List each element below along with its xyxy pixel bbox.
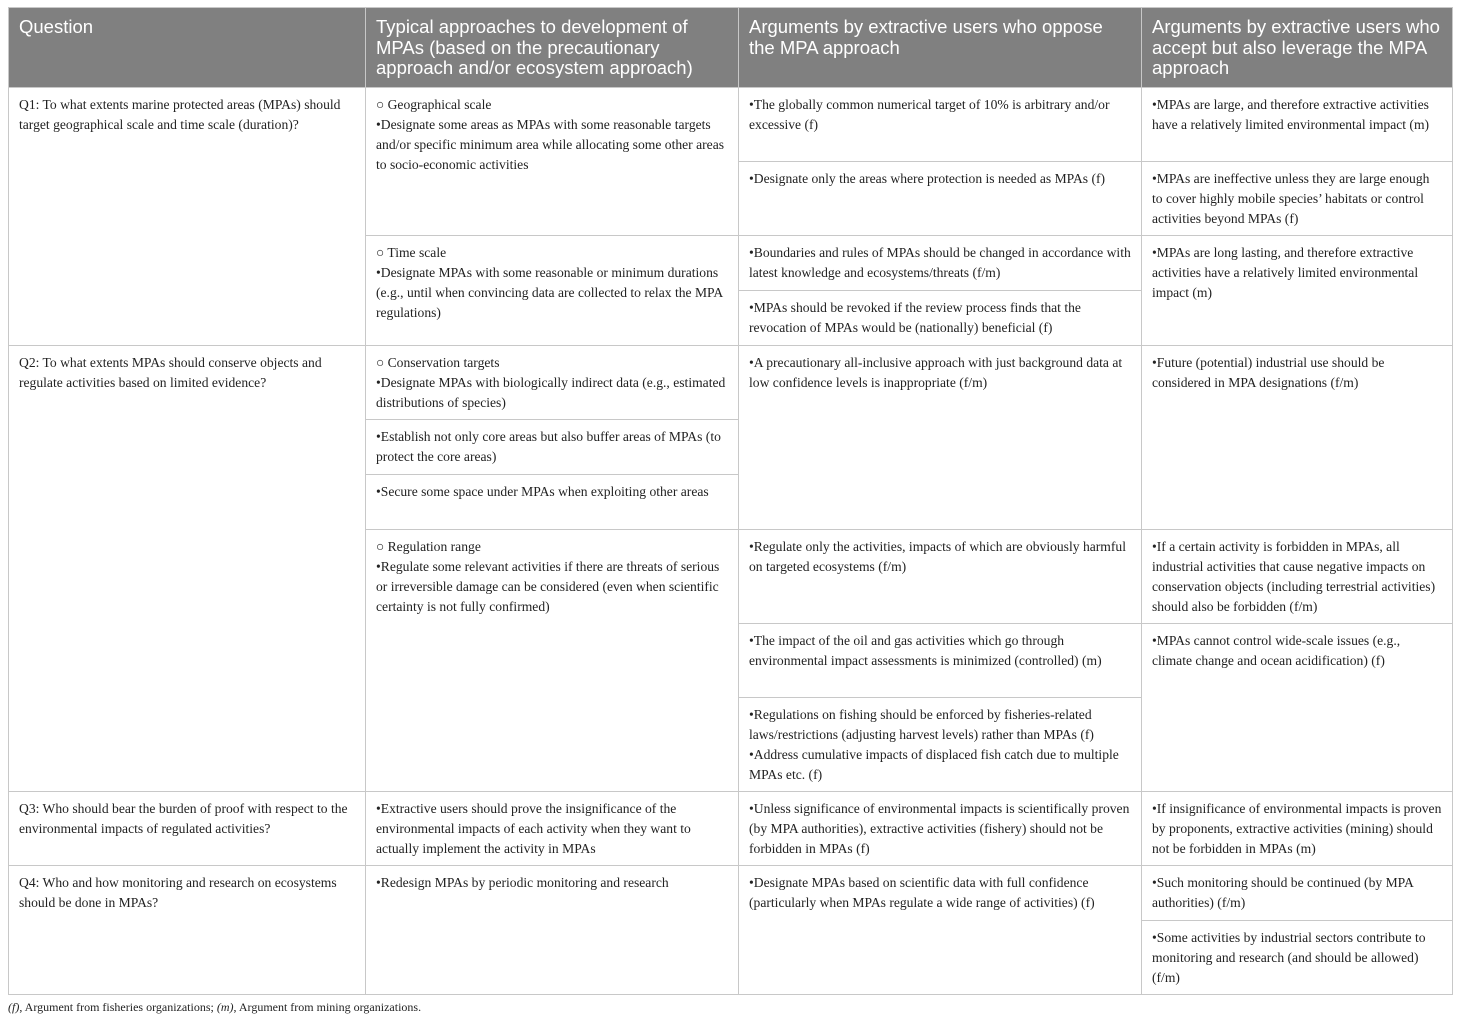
oppose-cell	[739, 162, 1142, 236]
accept-text: •MPAs are long lasting, and therefore extractive activities have a relatively limited environmental impact (m)	[1152, 245, 1419, 300]
oppose-cell	[739, 624, 1142, 698]
accept-text: •MPAs are ineffective unless they are large enough to cover highly mobile species’ habitats or control activities beyond MPAs (f)	[1152, 171, 1430, 226]
oppose-text: •The impact of the oil and gas activities which go through environmental impact assessments is minimized (controlled) (m)	[749, 633, 1102, 668]
approach-cell-regulation	[366, 530, 739, 792]
question-q2: Q2: To what extents MPAs should conserve objects and regulate activities based on limited evidence?	[19, 355, 322, 390]
oppose-text: •Designate only the areas where protection is needed as MPAs (f)	[749, 171, 1106, 186]
accept-text: •If a certain activity is forbidden in MPAs, all industrial activities that cause negative impacts on conservation objects (including terrestrial activities) should also be forbidden (f/m)	[1152, 539, 1436, 614]
accept-cell	[1142, 624, 1453, 792]
accept-cell	[1142, 346, 1453, 530]
table-row	[9, 346, 1453, 420]
approach-text-geographical: •Designate some areas as MPAs with some reasonable targets and/or specific minimum area while allocating some other areas to socio-economic activities	[376, 117, 725, 172]
question-cell-q3	[9, 792, 366, 866]
approach-text-time-scale: •Designate MPAs with some reasonable or minimum durations (e.g., until when convincing data are collected to relax the MPA regulations)	[376, 265, 723, 320]
oppose-text: •A precautionary all-inclusive approach with just background data at low confidence levels is inappropriate (f/m)	[749, 355, 1123, 390]
oppose-text: •Regulations on fishing should be enforced by fisheries-related laws/restrictions (adjusting harvest levels) rather than MPAs (f)	[749, 707, 1094, 742]
question-q4: Q4: Who and how monitoring and research on ecosystems should be done in MPAs?	[19, 875, 337, 910]
approach-text-buffer: •Establish not only core areas but also buffer areas of MPAs (to protect the core areas)	[376, 429, 721, 464]
accept-text: •If insignificance of environmental impacts is proven by proponents, extractive activities (mining) should not be forbidden in MPAs (m)	[1152, 801, 1442, 856]
table-row	[9, 866, 1453, 921]
oppose-cell	[739, 346, 1142, 530]
approach-cell-secure	[366, 475, 739, 530]
table-container	[8, 7, 1452, 995]
approach-cell-time-scale	[366, 236, 739, 346]
approach-cell-conservation	[366, 346, 739, 420]
oppose-text: •Regulate only the activities, impacts of which are obviously harmful on targeted ecosystems (f/m)	[749, 539, 1126, 574]
question-q1: Q1: To what extents marine protected areas (MPAs) should target geographical scale and time scale (duration)?	[19, 97, 341, 132]
accept-text: •Future (potential) industrial use should be considered in MPA designations (f/m)	[1152, 355, 1385, 390]
oppose-text: •MPAs should be revoked if the review process finds that the revocation of MPAs would be (nationally) beneficial (f)	[749, 300, 1081, 335]
approach-text: •Redesign MPAs by periodic monitoring and research	[376, 875, 669, 890]
oppose-cell	[739, 236, 1142, 291]
header-question: Question	[9, 8, 366, 88]
oppose-text: •Designate MPAs based on scientific data with full confidence (particularly when MPAs regulate a wide range of activities) (f)	[749, 875, 1095, 910]
table-footnote	[8, 1000, 421, 1015]
approach-cell-geographical	[366, 88, 739, 236]
accept-cell	[1142, 792, 1453, 866]
oppose-cell	[739, 88, 1142, 162]
accept-cell	[1142, 530, 1453, 624]
oppose-text: •The globally common numerical target of 10% is arbitrary and/or excessive (f)	[749, 97, 1110, 132]
approach-cell	[366, 792, 739, 866]
oppose-cell	[739, 698, 1142, 792]
accept-text: •Some activities by industrial sectors contribute to monitoring and research (and should be allowed) (f/m)	[1152, 930, 1426, 985]
accept-cell	[1142, 921, 1453, 995]
oppose-cell	[739, 866, 1142, 995]
mpa-arguments-table	[8, 7, 1453, 995]
question-cell-q1	[9, 88, 366, 346]
table-row	[9, 792, 1453, 866]
oppose-cell	[739, 530, 1142, 624]
oppose-text: •Address cumulative impacts of displaced fish catch due to multiple MPAs etc. (f)	[749, 747, 1119, 782]
approach-text-secure: •Secure some space under MPAs when exploiting other areas	[376, 484, 709, 499]
accept-text: •MPAs are large, and therefore extractive activities have a relatively limited environmental impact (m)	[1152, 97, 1430, 132]
approach-heading-time-scale: ○ Time scale	[376, 245, 447, 260]
accept-text: •Such monitoring should be continued (by MPA authorities) (f/m)	[1152, 875, 1414, 910]
footnote-f-mark: (f)	[8, 1000, 20, 1014]
question-cell-q4	[9, 866, 366, 995]
question-q3: Q3: Who should bear the burden of proof with respect to the environmental impacts of regulated activities?	[19, 801, 348, 836]
oppose-cell	[739, 291, 1142, 346]
approach-cell	[366, 866, 739, 995]
footnote-f-text: , Argument from fisheries organizations;	[19, 1000, 217, 1014]
accept-text: •MPAs cannot control wide-scale issues (e.g., climate change and ocean acidification) (f)	[1152, 633, 1401, 668]
accept-cell	[1142, 866, 1453, 921]
footnote-m-text: , Argument from mining organizations.	[233, 1000, 422, 1014]
header-oppose-arguments: Arguments by extractive users who oppose the MPA approach	[739, 8, 1142, 88]
accept-cell	[1142, 162, 1453, 236]
approach-text-conservation: •Designate MPAs with biologically indirect data (e.g., estimated distributions of species)	[376, 375, 726, 410]
approach-heading-regulation: ○ Regulation range	[376, 539, 481, 554]
oppose-cell	[739, 792, 1142, 866]
header-accept-arguments: Arguments by extractive users who accept but also leverage the MPA approach	[1142, 8, 1453, 88]
accept-cell	[1142, 236, 1453, 346]
approach-text: •Extractive users should prove the insignificance of the environmental impacts of each activity when they want to actually implement the activity in MPAs	[376, 801, 691, 856]
footnote-m-mark: (m)	[216, 1000, 234, 1014]
header-typical-approaches: Typical approaches to development of MPAs (based on the precautionary approach and/or ecosystem approach)	[366, 8, 739, 88]
accept-cell	[1142, 88, 1453, 162]
header-row	[9, 8, 1453, 88]
question-cell-q2	[9, 346, 366, 792]
approach-heading-geographical: ○ Geographical scale	[376, 97, 492, 112]
oppose-text: •Boundaries and rules of MPAs should be changed in accordance with latest knowledge and ecosystems/threats (f/m)	[749, 245, 1131, 280]
table-row	[9, 88, 1453, 162]
oppose-text: •Unless significance of environmental impacts is scientifically proven (by MPA authorities), extractive activities (fishery) should not be forbidden in MPAs (f)	[749, 801, 1130, 856]
approach-heading-conservation: ○ Conservation targets	[376, 355, 500, 370]
approach-cell-buffer	[366, 420, 739, 475]
approach-text-regulation: •Regulate some relevant activities if there are threats of serious or irreversible damage can be considered (even when scientific certainty is not fully confirmed)	[376, 559, 720, 614]
